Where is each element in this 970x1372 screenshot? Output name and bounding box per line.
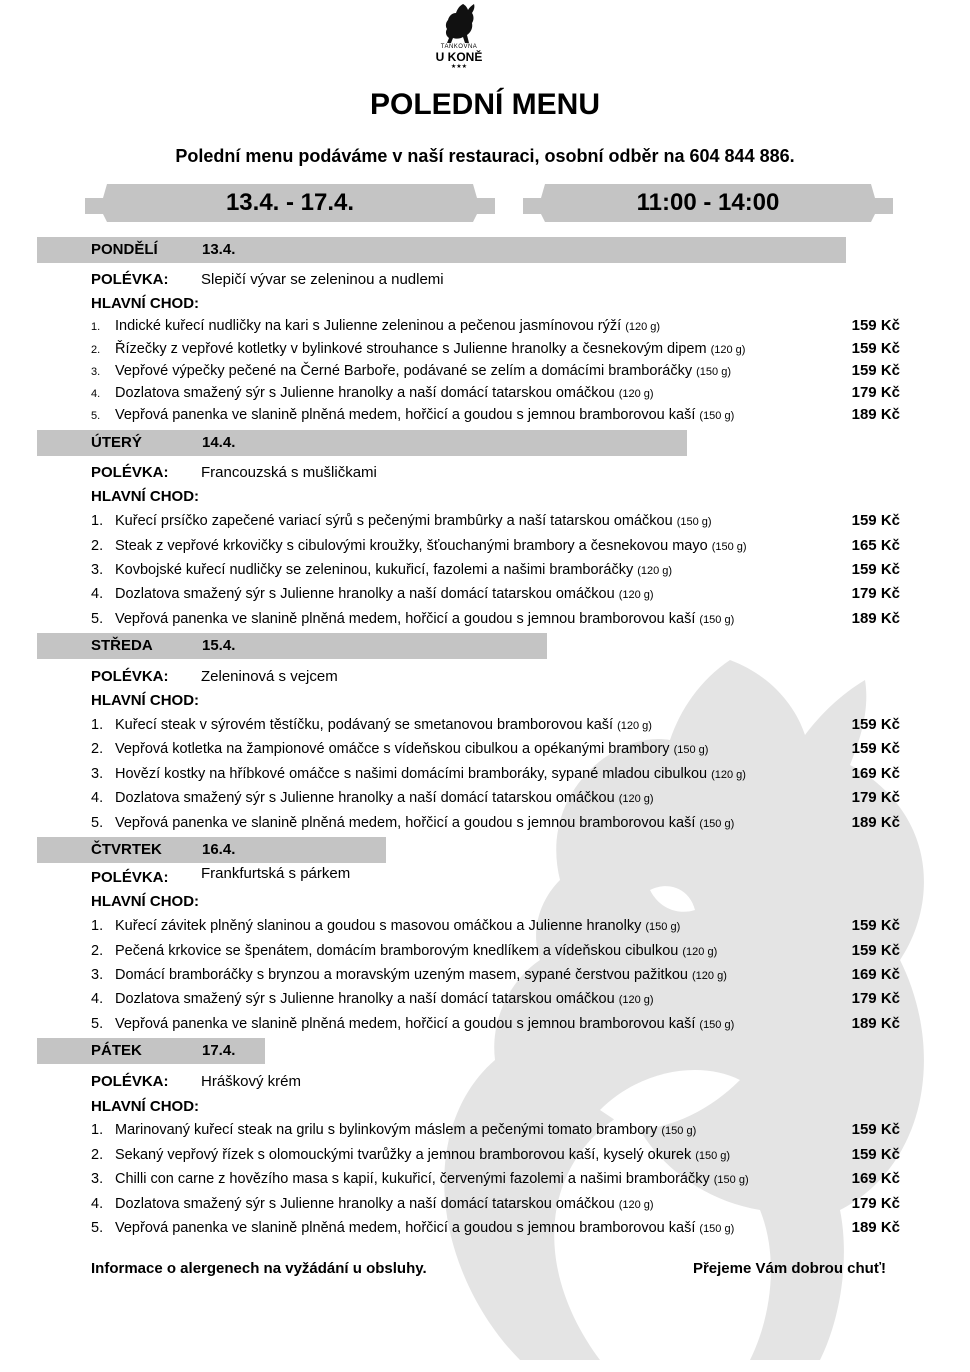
main-course-label: HLAVNÍ CHOD: xyxy=(91,893,200,910)
menu-item-price: 159 Kč xyxy=(851,740,900,757)
menu-item: 3. Kovbojské kuřecí nudličky se zeleninou, kukuřicí, fazolemi a našimi bramboráčky (120 g) xyxy=(91,562,673,578)
menu-item-price: 179 Kč xyxy=(851,789,900,806)
logo-stars: ★★★ xyxy=(450,64,468,70)
horse-logo-icon xyxy=(439,2,479,44)
page-title: POLEDNÍ MENU xyxy=(369,88,600,121)
day-header-wednesday xyxy=(37,633,547,659)
date-range-banner xyxy=(85,184,495,222)
menu-item-price: 169 Kč xyxy=(851,966,900,983)
date-range: 13.4. - 17.4. xyxy=(225,189,355,216)
menu-item-price: 189 Kč xyxy=(851,814,900,831)
allergen-note: Informace o alergenech na vyžádání u obsluhy. xyxy=(91,1260,427,1277)
soup-label: POLÉVKA: xyxy=(91,869,169,886)
day-header-friday xyxy=(37,1038,265,1064)
menu-item: 4. Dozlatova smažený sýr s Julienne hranolky a naší domácí tatarskou omáčkou (120 g) xyxy=(91,991,654,1007)
time-range: 11:00 - 14:00 xyxy=(636,189,780,216)
soup-label: POLÉVKA: xyxy=(91,1073,169,1090)
day-name: ÚTERÝ xyxy=(91,434,142,451)
day-name: PONDĚLÍ xyxy=(91,241,158,258)
day-name: PÁTEK xyxy=(91,1042,142,1059)
menu-item-price: 169 Kč xyxy=(851,765,900,782)
day-date: 16.4. xyxy=(202,841,236,858)
menu-item: 1. Marinovaný kuřecí steak na grilu s bylinkovým máslem a pečenými tomato brambory (150 g) xyxy=(91,1122,697,1138)
menu-item-price: 159 Kč xyxy=(851,917,900,934)
menu-item: 3. Hovězí kostky na hříbkové omáčce s našimi domácími bramboráky, sypané mladou cibulkou (120 g) xyxy=(91,766,746,782)
soup-text: Hráškový krém xyxy=(201,1073,302,1090)
menu-item: 2. Pečená krkovice se špenátem, domácím bramborovým knedlíkem a vídeňskou cibulkou (120 g) xyxy=(91,943,718,959)
page-subtitle: Polední menu podáváme v naší restauraci, osobní odběr na 604 844 886. xyxy=(175,146,795,166)
main-course-label: HLAVNÍ CHOD: xyxy=(91,295,200,312)
menu-item-price: 159 Kč xyxy=(851,317,900,334)
menu-item-price: 179 Kč xyxy=(851,384,900,401)
menu-item-price: 159 Kč xyxy=(851,340,900,357)
menu-item: 5. Vepřová panenka ve slanině plněná medem, hořčicí a goudou s jemnou bramborovou kaší (150 g) xyxy=(91,611,735,627)
menu-item: 2. Vepřová kotletka na žampionové omáčce s vídeňskou cibulkou a opékanými brambory (150 g) xyxy=(91,741,709,757)
day-header-tuesday xyxy=(37,430,687,456)
day-name: ČTVRTEK xyxy=(91,841,162,858)
menu-item-price: 179 Kč xyxy=(851,1195,900,1212)
menu-item: 5. Vepřová panenka ve slanině plněná medem, hořčicí a goudou s jemnou bramborovou kaší (150 g) xyxy=(91,407,735,423)
soup-text: Slepičí vývar se zeleninou a nudlemi xyxy=(201,271,444,288)
menu-item: 4. Dozlatova smažený sýr s Julienne hranolky a naší domácí tatarskou omáčkou (120 g) xyxy=(91,790,654,806)
logo-small-text: TANKOVNA xyxy=(440,44,478,50)
menu-item-price: 159 Kč xyxy=(851,512,900,529)
menu-item: 1. Indické kuřecí nudličky na kari s Julienne zeleninou a pečenou jasmínovou rýží (120 g) xyxy=(91,318,661,334)
menu-item-price: 159 Kč xyxy=(851,942,900,959)
menu-item: 3. Vepřové výpečky pečené na Černé Barboře, podávané se zelím a domácími bramboráčky (150 g) xyxy=(91,363,731,379)
menu-item-price: 189 Kč xyxy=(851,1219,900,1236)
soup-label: POLÉVKA: xyxy=(91,464,169,481)
time-range-banner xyxy=(523,184,893,222)
day-header-monday xyxy=(37,237,846,263)
menu-item-price: 189 Kč xyxy=(851,1015,900,1032)
menu-item: 1. Kuřecí závitek plněný slaninou a goudou s masovou omáčkou a Julienne hranolky (150 g) xyxy=(91,918,681,934)
menu-item-price: 159 Kč xyxy=(851,716,900,733)
day-date: 15.4. xyxy=(202,637,236,654)
menu-item: 2. Sekaný vepřový řízek s olomouckými tvarůžky a jemnou bramborovou kaší, kyselý okurek (150 g) xyxy=(91,1147,731,1163)
main-course-label: HLAVNÍ CHOD: xyxy=(91,1098,200,1115)
menu-item-price: 159 Kč xyxy=(851,561,900,578)
menu-item: 4. Dozlatova smažený sýr s Julienne hranolky a naší domácí tatarskou omáčkou (120 g) xyxy=(91,586,654,602)
menu-item: 3. Domácí bramboráčky s brynzou a moravským uzeným masem, sypané čerstvou pažitkou (120 g) xyxy=(91,967,727,983)
closing-wish: Přejeme Vám dobrou chuť! xyxy=(692,1260,886,1277)
menu-item-price: 165 Kč xyxy=(851,537,900,554)
menu-item: 2. Řízečky z vepřové kotletky v bylinkové strouhance s Julienne hranolky a česnekovým dipem (120 g) xyxy=(91,341,746,357)
menu-item-price: 179 Kč xyxy=(851,990,900,1007)
main-course-label: HLAVNÍ CHOD: xyxy=(91,692,200,709)
menu-item: 1. Kuřecí steak v sýrovém těstíčku, podávaný se smetanovou bramborovou kaší (120 g) xyxy=(91,717,652,733)
logo-big-text: U KONĚ xyxy=(435,50,483,64)
menu-item: 2. Steak z vepřové krkovičky s cibulovými kroužky, šťouchanými brambory a česnekovou mayo (150 g) xyxy=(91,538,747,554)
day-header-thursday xyxy=(37,837,386,863)
menu-item-price: 179 Kč xyxy=(851,585,900,602)
menu-item: 4. Dozlatova smažený sýr s Julienne hranolky a naší domácí tatarskou omáčkou (120 g) xyxy=(91,385,654,401)
soup-label: POLÉVKA: xyxy=(91,668,169,685)
menu-item-price: 159 Kč xyxy=(851,1121,900,1138)
soup-text: Frankfurtská s párkem xyxy=(201,865,351,882)
day-date: 17.4. xyxy=(202,1042,236,1059)
menu-item-price: 159 Kč xyxy=(851,1146,900,1163)
menu-item: 3. Chilli con carne z hovězího masa s kapií, kukuřicí, červenými fazolemi a našimi bramboráčky (150 g) xyxy=(91,1171,749,1187)
menu-item-price: 169 Kč xyxy=(851,1170,900,1187)
day-date: 14.4. xyxy=(202,434,236,451)
day-name: STŘEDA xyxy=(91,637,153,654)
menu-item: 5. Vepřová panenka ve slanině plněná medem, hořčicí a goudou s jemnou bramborovou kaší (150 g) xyxy=(91,1220,735,1236)
day-date: 13.4. xyxy=(202,241,236,258)
menu-item: 5. Vepřová panenka ve slanině plněná medem, hořčicí a goudou s jemnou bramborovou kaší (150 g) xyxy=(91,1016,735,1032)
menu-item: 4. Dozlatova smažený sýr s Julienne hranolky a naší domácí tatarskou omáčkou (120 g) xyxy=(91,1196,654,1212)
soup-label: POLÉVKA: xyxy=(91,271,169,288)
soup-text: Francouzská s mušličkami xyxy=(201,464,377,481)
restaurant-logo xyxy=(426,2,492,82)
soup-text: Zeleninová s vejcem xyxy=(201,668,338,685)
menu-item: 1. Kuřecí prsíčko zapečené variací sýrů s pečenými brambûrky a naší tatarskou omáčkou (150 g) xyxy=(91,513,712,529)
menu-item-price: 189 Kč xyxy=(851,406,900,423)
menu-item-price: 189 Kč xyxy=(851,610,900,627)
main-course-label: HLAVNÍ CHOD: xyxy=(91,488,200,505)
menu-item: 5. Vepřová panenka ve slanině plněná medem, hořčicí a goudou s jemnou bramborovou kaší (150 g) xyxy=(91,815,735,831)
menu-item-price: 159 Kč xyxy=(851,362,900,379)
